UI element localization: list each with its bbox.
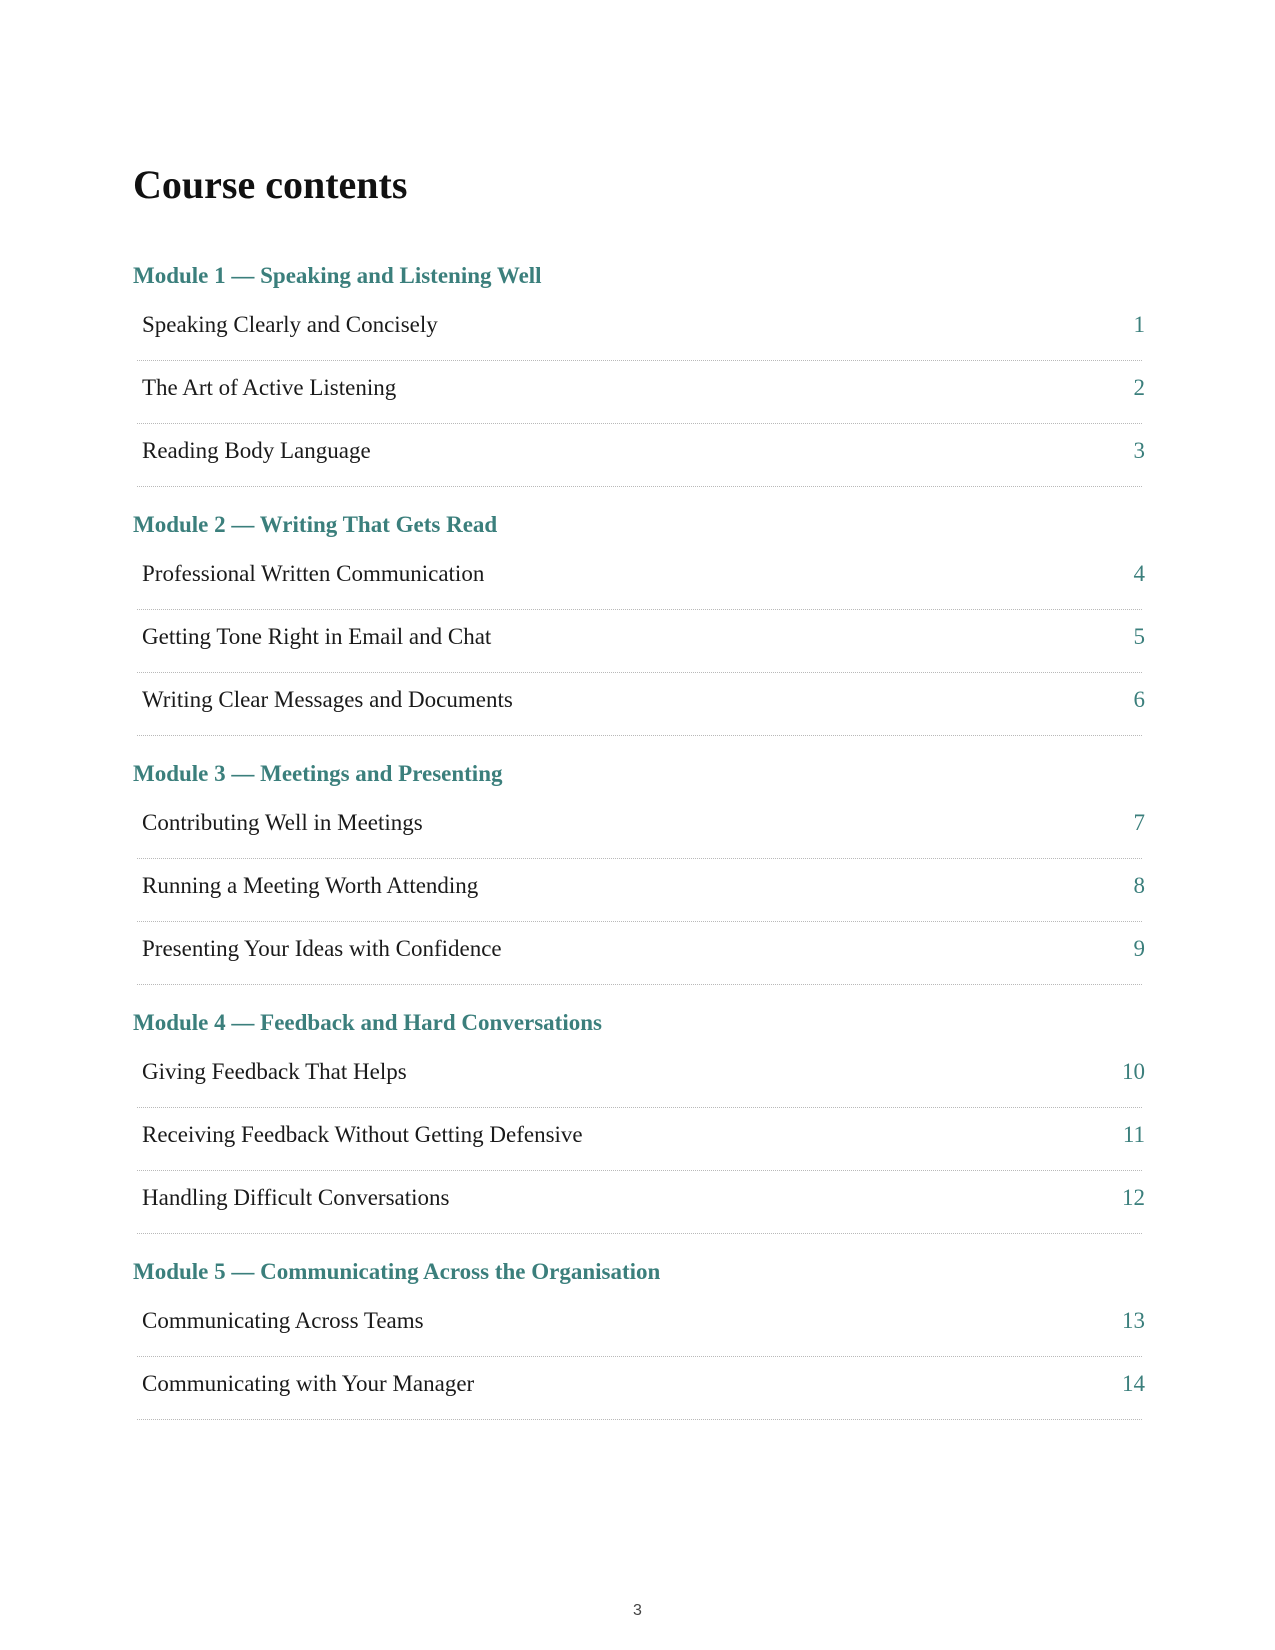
toc-entry-title: Contributing Well in Meetings <box>142 810 423 835</box>
toc-entry[interactable] <box>137 673 1145 736</box>
module-heading: Module 3 — Meetings and Presenting <box>133 761 503 786</box>
toc-entry[interactable] <box>137 1171 1145 1234</box>
module-heading: Module 4 — Feedback and Hard Conversations <box>133 1010 602 1035</box>
module-entries <box>133 1294 1145 1420</box>
toc-entry-page: 6 <box>1133 687 1145 712</box>
module-heading: Module 2 — Writing That Gets Read <box>133 512 498 537</box>
module-entries <box>133 547 1145 736</box>
toc-entry[interactable] <box>137 859 1145 922</box>
toc-entry-page: 3 <box>1133 438 1145 463</box>
toc-entry-page: 13 <box>1122 1308 1145 1333</box>
toc-entry-page: 7 <box>1133 810 1145 835</box>
toc-entry-title: The Art of Active Listening <box>142 375 397 400</box>
toc-entry-page: 4 <box>1133 561 1145 586</box>
toc-entry-title: Presenting Your Ideas with Confidence <box>142 936 502 961</box>
module-2 <box>133 511 1145 736</box>
toc-entry[interactable] <box>137 298 1145 361</box>
toc-entry-page: 10 <box>1122 1059 1145 1084</box>
toc-entry-title: Giving Feedback That Helps <box>142 1059 407 1084</box>
page-title: Course contents <box>133 162 408 207</box>
toc-entry-title: Handling Difficult Conversations <box>142 1185 450 1210</box>
module-entries <box>133 1045 1145 1234</box>
module-entries <box>133 298 1145 487</box>
page-number: 3 <box>633 1602 642 1619</box>
toc-entry-title: Reading Body Language <box>142 438 371 463</box>
toc-entry[interactable] <box>137 424 1145 487</box>
toc-entry-title: Speaking Clearly and Concisely <box>142 312 438 337</box>
toc-entry-title: Professional Written Communication <box>142 561 485 586</box>
toc-entry-page: 12 <box>1122 1185 1145 1210</box>
toc-entry-page: 2 <box>1133 375 1145 400</box>
toc-entry[interactable] <box>137 361 1145 424</box>
toc-entry-title: Writing Clear Messages and Documents <box>142 687 513 712</box>
toc-entry-page: 1 <box>1133 312 1145 337</box>
toc-entry[interactable] <box>137 796 1145 859</box>
toc-entry-page: 11 <box>1122 1122 1145 1147</box>
toc-entry-title: Getting Tone Right in Email and Chat <box>142 624 492 649</box>
module-heading: Module 5 — Communicating Across the Organisation <box>133 1259 661 1284</box>
toc-entry[interactable] <box>137 1294 1145 1357</box>
module-entries <box>133 796 1145 985</box>
toc-entry-title: Receiving Feedback Without Getting Defensive <box>142 1122 583 1147</box>
module-4 <box>133 1009 1145 1234</box>
toc-entry[interactable] <box>137 1357 1145 1420</box>
toc-entry[interactable] <box>137 1108 1145 1171</box>
toc-entry-title: Communicating with Your Manager <box>142 1371 475 1396</box>
toc-entry-page: 8 <box>1133 873 1145 898</box>
module-5 <box>133 1258 1145 1420</box>
toc-entry-page: 14 <box>1122 1371 1145 1396</box>
toc-entry[interactable] <box>137 547 1145 610</box>
toc-entry-page: 9 <box>1133 936 1145 961</box>
module-3 <box>133 760 1145 985</box>
toc-entry[interactable] <box>137 1045 1145 1108</box>
module-heading: Module 1 — Speaking and Listening Well <box>133 263 542 288</box>
module-1 <box>133 262 1145 487</box>
toc-entry-title: Running a Meeting Worth Attending <box>142 873 479 898</box>
toc-entry-page: 5 <box>1133 624 1145 649</box>
table-of-contents <box>133 262 1145 1420</box>
toc-entry-title: Communicating Across Teams <box>142 1308 424 1333</box>
toc-entry[interactable] <box>137 610 1145 673</box>
toc-entry[interactable] <box>137 922 1145 985</box>
